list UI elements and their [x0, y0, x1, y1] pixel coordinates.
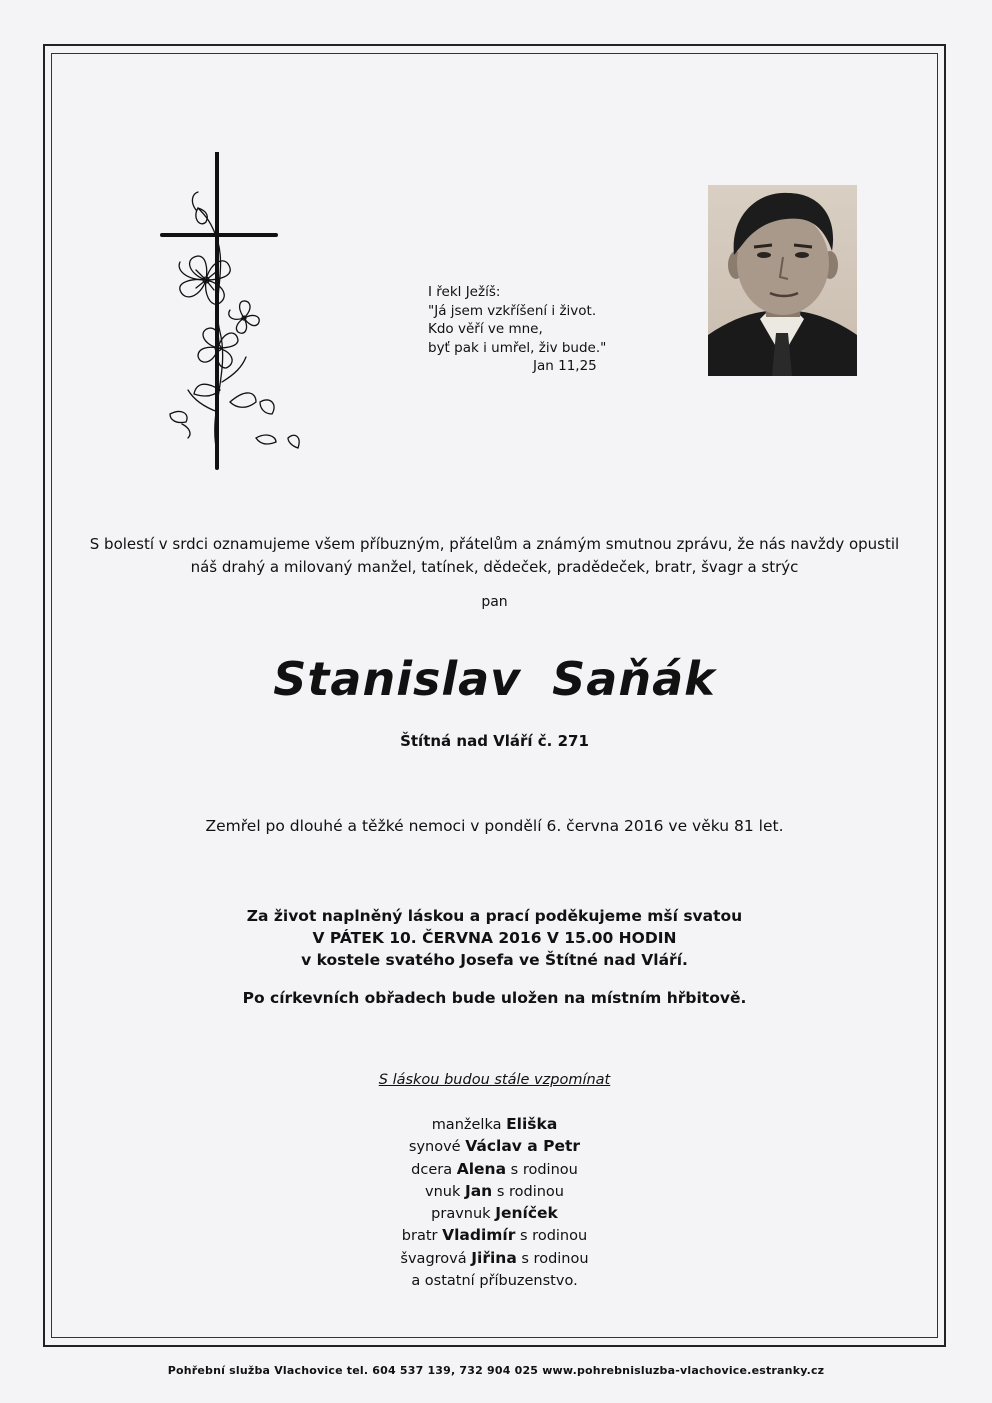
deceased-name: Stanislav Saňák — [273, 652, 716, 706]
bible-quote — [428, 283, 606, 376]
mourners-list — [51, 1114, 938, 1292]
funeral-line: Za život naplněný láskou a prací poděkujeme mší svatou — [246, 907, 743, 925]
deceased-address: Štítná nad Vláří č. 271 — [400, 732, 589, 750]
announcement-intro — [51, 533, 938, 579]
intro-line: náš drahý a milovaný manžel, tatínek, dědeček, pradědeček, bratr, švagr a strýc — [190, 558, 799, 576]
mourner-line: pravnuk Jeníček — [431, 1204, 558, 1223]
deceased-portrait-photo — [708, 185, 857, 376]
funeral-date: V PÁTEK 10. ČERVNA 2016 V 15.00 HODIN — [312, 929, 677, 947]
funeral-service-footer: Pohřební služba Vlachovice tel. 604 537 139, 732 904 025 www.pohrebnisluzba-vlachovice.estranky.cz — [167, 1364, 825, 1377]
quote-line: Kdo věří ve mne, — [428, 321, 543, 337]
mourner-line: a ostatní příbuzenstvo. — [411, 1273, 578, 1290]
mourner-line: švagrová Jiřina s rodinou — [400, 1248, 589, 1267]
quote-line: I řekl Ježíš: — [428, 284, 501, 300]
mourner-line: synové Václav a Petr — [408, 1137, 581, 1156]
death-notice: Zemřel po dlouhé a těžké nemoci v pondělí 6. června 2016 ve věku 81 let. — [205, 817, 784, 835]
intro-line: S bolestí v srdci oznamujeme všem příbuzným, přátelům a známým smutnou zprávu, že nás navždy opustil — [89, 535, 900, 553]
funeral-info — [51, 905, 938, 971]
quote-reference: Jan 11,25 — [533, 358, 597, 374]
quote-line: "Já jsem vzkříšení i život. — [428, 302, 597, 319]
mourner-line: dcera Alena s rodinou — [411, 1159, 578, 1178]
mourners-title: S láskou budou stále vzpomínat — [378, 1072, 611, 1088]
burial-notice: Po církevních obřadech bude uložen na místním hřbitově. — [242, 989, 747, 1007]
salutation: pan — [481, 594, 508, 610]
cross-with-flowers-icon — [160, 152, 320, 472]
mourner-line: vnuk Jan s rodinou — [424, 1181, 564, 1200]
quote-line: byť pak i umřel, živ bude." — [428, 339, 607, 356]
mourner-line: bratr Vladimír s rodinou — [401, 1226, 588, 1245]
mourner-line: manželka Eliška — [431, 1115, 558, 1133]
funeral-place: v kostele svatého Josefa ve Štítné nad Vláří. — [301, 951, 688, 969]
